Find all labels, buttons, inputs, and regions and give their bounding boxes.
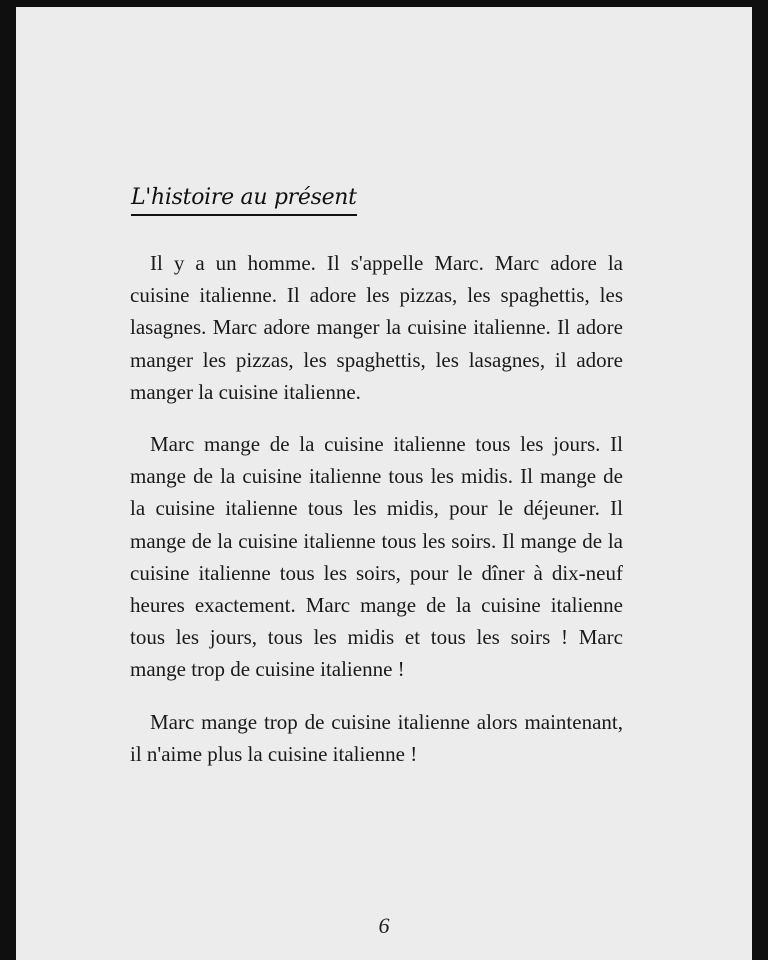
page-number: 6 — [378, 913, 390, 938]
paragraph-2: Marc mange de la cuisine italienne tous les jours. Il mange de la cuisine italienne tous les midis. Il mange de la cuisine italienne tous les midis, pour le déjeuner. Il mange de la cuisine italienne tous les soirs. Il mange de la cuisine italienne tous les soirs, pour le dîner à dix-neuf heures exactement. Marc mange de la cuisine italienne tous les jours, tous les midis et tous les soirs ! Marc mange trop de cuisine italienne ! — [130, 432, 623, 682]
book-page — [16, 7, 752, 960]
paragraph-3: Marc mange trop de cuisine italienne alors maintenant, il n'aime plus la cuisine italienne ! — [130, 709, 623, 766]
section-title: L'histoire au présent — [131, 183, 357, 216]
paragraph-1: Il y a un homme. Il s'appelle Marc. Marc adore la cuisine italienne. Il adore les pizzas, les spaghettis, les lasagnes. Marc adore manger la cuisine italienne. Il adore manger les pizzas, les spaghettis, les lasagnes, il adore manger la cuisine italienne. — [130, 251, 623, 404]
story-body — [130, 247, 623, 790]
